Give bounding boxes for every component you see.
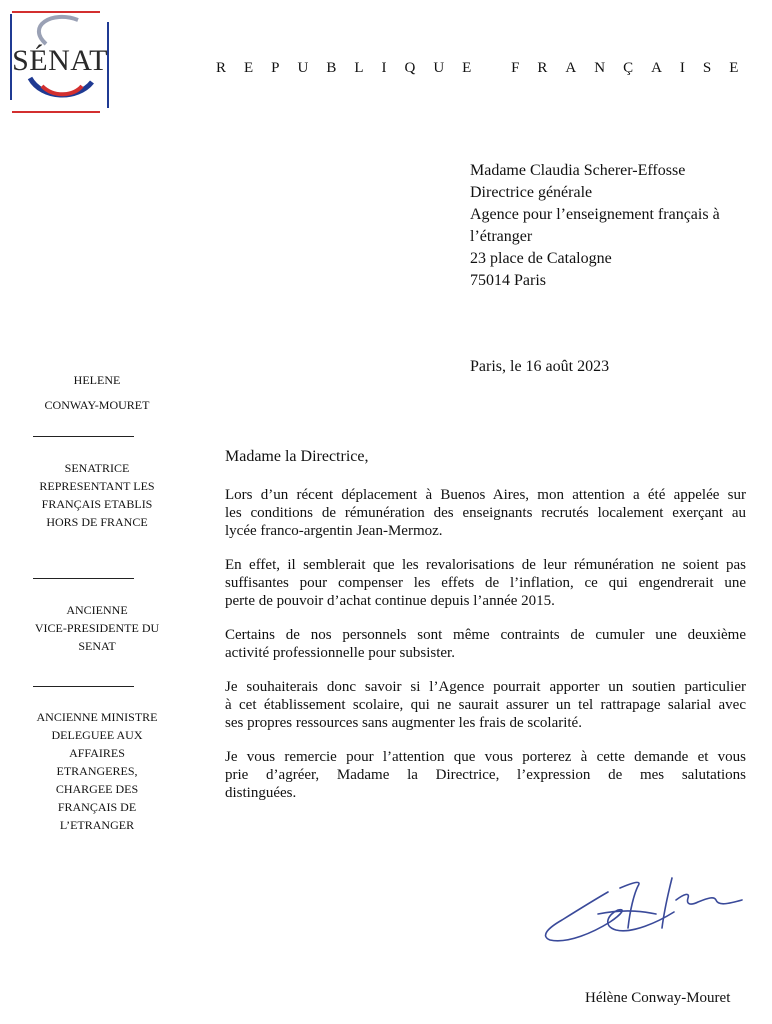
- sidebar-line: SENAT: [78, 639, 116, 653]
- paragraph-line: En effet, il semblerait que les revalorisations de leur rémunération ne soient pas: [225, 557, 746, 573]
- addressee-block: [470, 160, 760, 292]
- paragraph-line: lycée franco-argentin Jean-Mermoz.: [225, 523, 443, 539]
- paragraph-line: Je souhaiterais donc savoir si l’Agence pourrait apporter un soutien particulier: [225, 679, 746, 695]
- paragraph-2: [225, 556, 746, 610]
- sidebar-line: DELEGUEE AUX: [51, 728, 143, 742]
- sidebar-line: L’ETRANGER: [59, 818, 135, 832]
- sidebar-line: ANCIENNE MINISTRE: [36, 710, 158, 724]
- paragraph-4: [225, 678, 746, 732]
- addressee-line: Madame Claudia Scherer-Effosse: [470, 162, 686, 179]
- sidebar-role-ministre: [14, 708, 180, 834]
- paragraph-line: à cet établissement scolaire, qui ne saurait assurer un tel rattrapage salarial avec: [225, 697, 746, 713]
- addressee-line: Agence pour l’enseignement français à: [470, 206, 720, 223]
- paragraph-5: [225, 748, 746, 802]
- sidebar-line: ANCIENNE: [66, 603, 128, 617]
- sidebar-line: HORS DE FRANCE: [46, 515, 148, 529]
- paragraph-line: activité professionnelle pour subsister.: [225, 645, 455, 661]
- letter-body: [225, 448, 746, 802]
- sidebar-divider: [33, 578, 134, 579]
- sidebar-line: CHARGEE DES: [55, 782, 139, 796]
- paragraph-line: suffisantes pour compenser les effets de l’inflation, ce qui engendrerait une: [225, 575, 746, 591]
- paragraph-line: les conditions de rémunération des enseignants recrutés localement exerçant au: [225, 505, 746, 521]
- letter-date: Paris, le 16 août 2023: [470, 358, 610, 375]
- signature-strokes: [538, 870, 748, 950]
- sidebar-line: AFFAIRES: [69, 746, 125, 760]
- sidebar-name: [14, 368, 180, 418]
- handwritten-signature: [538, 870, 748, 950]
- paragraph-line: Certains de nos personnels sont même contraints de cumuler une deuxième: [225, 627, 746, 643]
- sidebar-role-senatrice: [14, 459, 180, 531]
- paragraph-3: [225, 626, 746, 662]
- paragraph-line: prie d’agréer, Madame la Directrice, l’expression de mes salutations: [225, 767, 746, 783]
- sidebar-line: VICE-PRESIDENTE DU: [34, 621, 160, 635]
- paragraph-line: ses propres ressources sans augmenter les frais de scolarité.: [225, 715, 582, 731]
- addressee-line: l’étranger: [470, 228, 533, 245]
- paragraph-line: Je vous remercie pour l’attention que vous porterez à cette demande et vous: [225, 749, 746, 765]
- sidebar-line: ETRANGERES,: [56, 764, 138, 778]
- sidebar-line: HELENE: [73, 373, 121, 387]
- addressee-line: 23 place de Catalogne: [470, 250, 612, 267]
- sidebar-role-vice-presidente: [14, 601, 180, 655]
- signer-name: Hélène Conway-Mouret: [585, 990, 731, 1006]
- addressee-line: 75014 Paris: [470, 272, 546, 289]
- paragraph-line: distinguées.: [225, 785, 297, 801]
- sidebar-line: SENATRICE: [64, 461, 130, 475]
- addressee-line: Directrice générale: [470, 184, 593, 201]
- senat-logo: [8, 8, 112, 114]
- sidebar-line: FRANÇAIS DE: [57, 800, 137, 814]
- paragraph-line: perte de pouvoir d’achat continue depuis l’année 2015.: [225, 593, 555, 609]
- sidebar-line: CONWAY-MOURET: [44, 398, 150, 412]
- salutation: Madame la Directrice,: [225, 448, 369, 465]
- paragraph-line: Lors d’un récent déplacement à Buenos Aires, mon attention a été appelée sur: [225, 487, 746, 503]
- sidebar-divider: [33, 436, 134, 437]
- sidebar-line: REPRESENTANT LES: [39, 479, 155, 493]
- republique-francaise-header: REPUBLIQUE FRANÇAISE: [216, 60, 757, 76]
- sidebar-divider: [33, 686, 134, 687]
- senat-logo-text: SÉNAT: [12, 44, 108, 77]
- sidebar-line: FRANÇAIS ETABLIS: [41, 497, 153, 511]
- paragraph-1: [225, 486, 746, 540]
